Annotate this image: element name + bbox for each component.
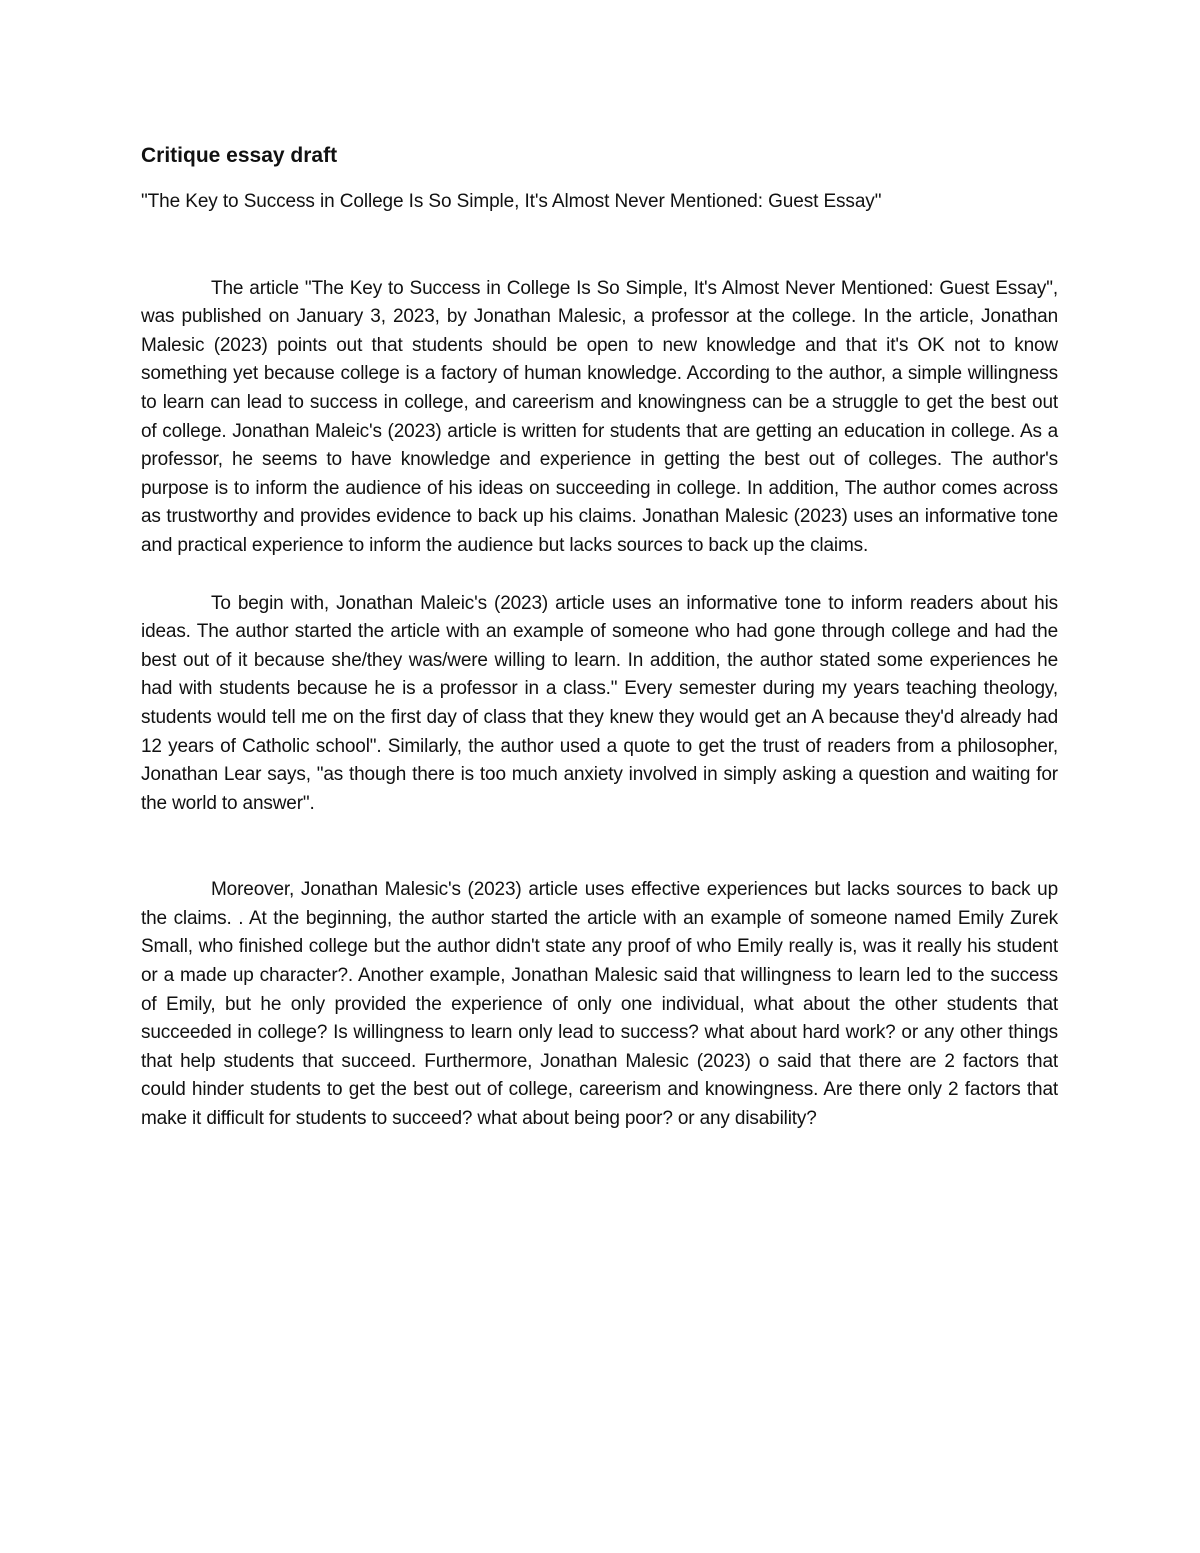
- paragraph-introduction: The article "The Key to Success in College Is So Simple, It's Almost Never Mentioned: Guest Essay", was published on January 3, 2023, by Jonathan Malesic, a professor at the college. In the article, Jonathan Malesic (2023) points out that students should be open to new knowledge and that it's OK not to know something yet because college is a factory of human knowledge. According to the author, a simple willingness to learn can lead to success in college, and careerism and knowingness can be a struggle to get the best out of college. Jonathan Maleic's (2023) article is written for students that are getting an education in college. As a professor, he seems to have knowledge and experience in getting the best out of colleges. The author's purpose is to inform the audience of his ideas on succeeding in college. In addition, The author comes across as trustworthy and provides evidence to back up his claims. Jonathan Malesic (2023) uses an informative tone and practical experience to inform the audience but lacks sources to back up the claims.: [141, 277, 1058, 556]
- paragraph-tone: To begin with, Jonathan Maleic's (2023) article uses an informative tone to inform readers about his ideas. The author started the article with an example of someone who had gone through college and had the best out of it because she/they was/were willing to learn. In addition, the author stated some experiences he had with students because he is a professor in a class." Every semester during my years teaching theology, students would tell me on the first day of class that they knew they would get an A because they'd already had 12 years of Catholic school". Similarly, the author used a quote to get the trust of readers from a philosopher, Jonathan Lear says, "as though there is too much anxiety involved in simply asking a question and waiting for the world to answer".: [141, 592, 1058, 814]
- paragraph-sources: Moreover, Jonathan Malesic's (2023) article uses effective experiences but lacks sources to back up the claims. . At the beginning, the author started the article with an example of someone named Emily Zurek Small, who finished college but the author didn't state any proof of who Emily really is, was it really his student or a made up character?. Another example, Jonathan Malesic said that willingness to learn led to the success of Emily, but he only provided the experience of only one individual, what about the other students that succeeded in college? Is willingness to learn only lead to success? what about hard work? or any other things that help students that succeed. Furthermore, Jonathan Malesic (2023) o said that there are 2 factors that could hinder students to get the best out of college, careerism and knowingness. Are there only 2 factors that make it difficult for students to succeed? what about being poor? or any disability?: [141, 879, 1058, 1130]
- document-heading: Critique essay draft: [141, 144, 338, 167]
- article-title: "The Key to Success in College Is So Simple, It's Almost Never Mentioned: Guest Essay": [141, 191, 882, 212]
- document-body: [141, 141, 1058, 1134]
